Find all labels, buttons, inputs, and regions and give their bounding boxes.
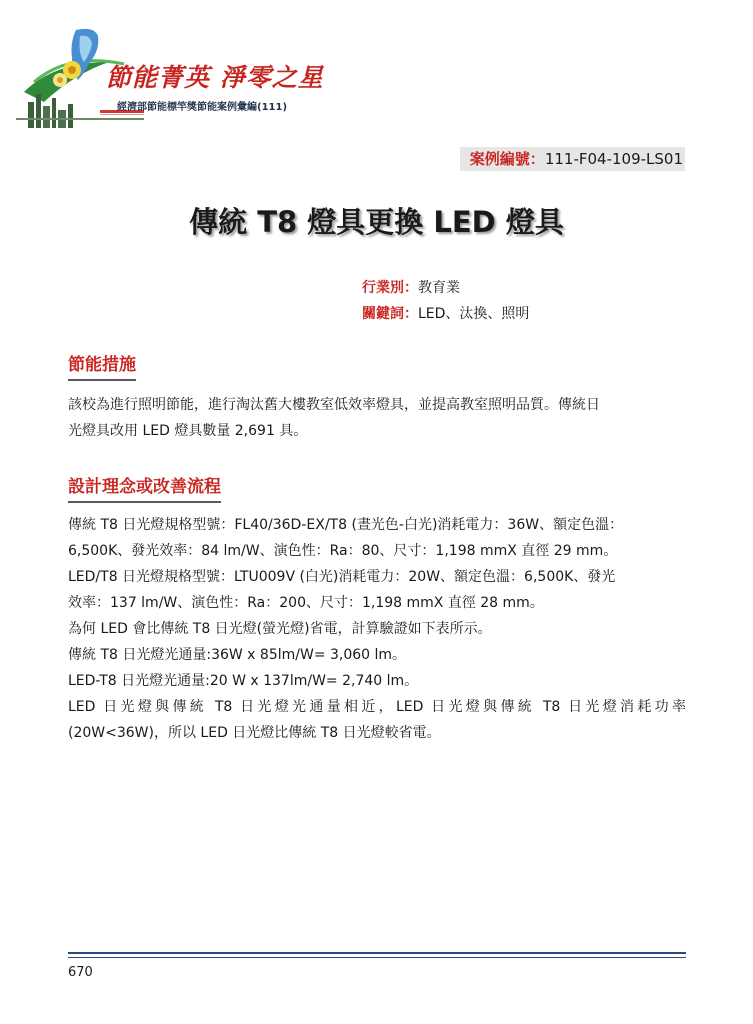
logo-subtitle: 經濟部節能標竿獎節能案例彙編(111) — [117, 102, 288, 113]
measures-line: 該校為進行照明節能，進行淘汰舊大樓教室低效率燈具，並提高教室照明品質。傳統日 — [68, 397, 600, 413]
header-logo — [14, 22, 324, 134]
design-line: LED-T8 日光燈光通量:20 W x 137lm/W= 2,740 lm。 — [68, 673, 419, 689]
design-paragraph — [68, 512, 686, 746]
design-line: LED 日光燈與傳統 T8 日光燈光通量相近，LED 日光燈與傳統 T8 日光燈消耗功率 — [68, 699, 686, 715]
page-number: 670 — [68, 965, 93, 980]
document-title: 傳統 T8 燈具更換 LED 燈具 — [189, 205, 564, 239]
industry-value: 教育業 — [418, 280, 460, 296]
industry-line — [362, 277, 460, 297]
keywords-line — [362, 303, 529, 323]
footer-rule-thin — [68, 957, 686, 958]
logo-title: 節能菁英 淨零之星 — [106, 63, 324, 92]
case-number-label: 案例編號： — [469, 150, 545, 168]
case-number-value: 111-F04-109-LS01 — [544, 150, 683, 168]
measures-paragraph — [68, 392, 686, 444]
design-line: 傳統 T8 日光燈光通量:36W x 85lm/W= 3,060 lm。 — [68, 647, 407, 663]
design-line: 效率：137 lm/W、演色性：Ra：200、尺寸：1,198 mmX 直徑 28 mm。 — [68, 595, 544, 611]
design-line: (20W<36W)，所以 LED 日光燈比傳統 T8 日光燈較省電。 — [68, 725, 441, 741]
design-line: 為何 LED 會比傳統 T8 日光燈(螢光燈)省電，計算驗證如下表所示。 — [68, 621, 492, 637]
industry-label: 行業別： — [362, 280, 418, 296]
design-line: 6,500K、發光效率：84 lm/W、演色性：Ra：80、尺寸：1,198 mmX 直徑 29 mm。 — [68, 543, 618, 559]
section-heading-design: 設計理念或改善流程 — [68, 472, 221, 503]
design-line: 傳統 T8 日光燈規格型號：FL40/36D-EX/T8 (晝光色-白光)消耗電力：36W、額定色溫： — [68, 517, 624, 533]
section-heading-measures: 節能措施 — [68, 350, 136, 381]
footer-rule-thick — [68, 952, 686, 954]
keywords-value: LED、汰換、照明 — [418, 306, 530, 322]
keywords-label: 關鍵詞： — [362, 306, 418, 322]
design-line: LED/T8 日光燈規格型號：LTU009V (白光)消耗電力：20W、額定色溫：6,500K、發光 — [68, 569, 616, 585]
measures-line: 光燈具改用 LED 燈具數量 2,691 具。 — [68, 423, 308, 439]
case-number-box — [460, 147, 685, 171]
